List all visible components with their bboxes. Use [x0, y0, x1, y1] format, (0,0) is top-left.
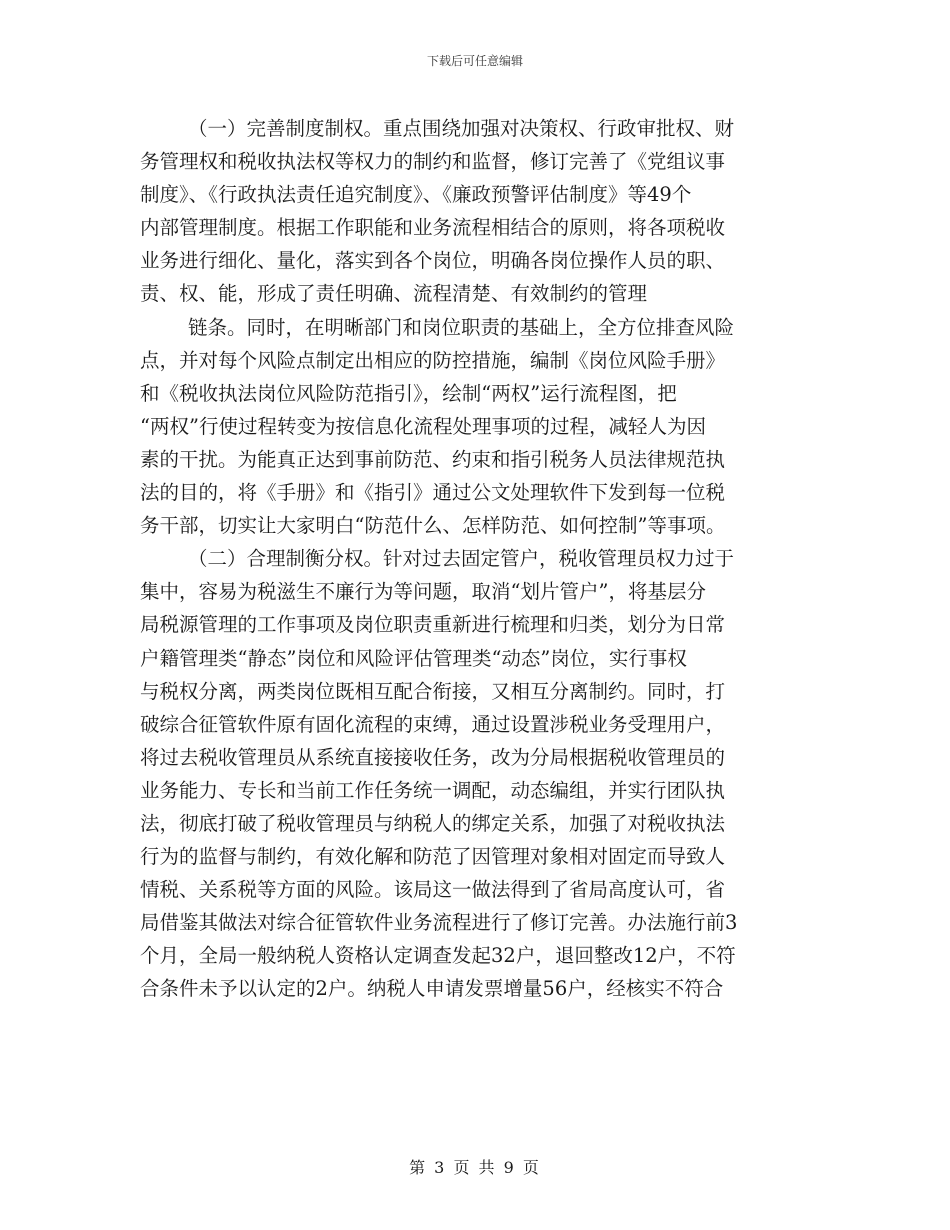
- text-line: “两权”行使过程转变为按信息化流程处理事项的过程，减轻人为因: [140, 414, 706, 438]
- text-line: 点，并对每个风险点制定出相应的防控措施，编制《岗位风险手册》: [140, 348, 726, 372]
- text-line: 集中，容易为税滋生不廉行为等问题，取消“划片管户”，将基层分: [140, 580, 706, 604]
- text-line: 将过去税收管理员从系统直接接收任务，改为分局根据税收管理员的: [140, 745, 726, 769]
- text-line: 务管理权和税收执法权等权力的制约和监督，修订完善了《党组议事: [140, 150, 726, 174]
- text-line: 内部管理制度。根据工作职能和业务流程相结合的原则，将各项税收: [140, 216, 726, 240]
- text-line: 情税、关系税等方面的风险。该局这一做法得到了省局高度认可，省: [140, 878, 726, 902]
- text-line: 行为的监督与制约，有效化解和防范了因管理对象相对固定而导致人: [140, 845, 726, 869]
- text-line: 局税源管理的工作事项及岗位职责重新进行梳理和归类，划分为日常: [140, 613, 726, 637]
- text-line: 局借鉴其做法对综合征管软件业务流程进行了修订完善。办法施行前3: [140, 911, 738, 935]
- text-line: 个月，全局一般纳税人资格认定调查发起32户，退回整改12户，不符: [140, 944, 736, 968]
- text-line: 业务能力、专长和当前工作任务统一调配，动态编组，并实行团队执: [140, 778, 726, 802]
- page-number: 第 3 页 共 9 页: [409, 1158, 541, 1177]
- text-line: 链条。同时，在明晰部门和岗位职责的基础上，全方位排查风险: [188, 315, 735, 339]
- text-line: 法的目的，将《手册》和《指引》通过公文处理软件下发到每一位税: [140, 481, 726, 505]
- text-line: 破综合征管软件原有固化流程的束缚，通过设置涉税业务受理用户，: [140, 712, 726, 736]
- document-body: [140, 112, 810, 1006]
- text-line: 素的干扰。为能真正达到事前防范、约束和指引税务人员法律规范执: [140, 447, 726, 471]
- text-line: 业务进行细化、量化，落实到各个岗位，明确各岗位操作人员的职、: [140, 249, 726, 273]
- text-line: （一）完善制度制权。重点围绕加强对决策权、行政审批权、财: [188, 117, 735, 140]
- text-line: 法，彻底打破了税收管理员与纳税人的绑定关系，加强了对税收执法: [140, 811, 726, 835]
- text-line: 务干部，切实让大家明白“防范什么、怎样防范、如何控制”等事项。: [140, 514, 726, 538]
- text-line: （二）合理制衡分权。针对过去固定管户，税收管理员权力过于: [188, 547, 735, 571]
- text-line: 制度》、《行政执法责任追究制度》、《廉政预警评估制度》等49个: [140, 183, 692, 207]
- text-line: 户籍管理类“静态”岗位和风险评估管理类“动态”岗位，实行事权: [140, 646, 687, 670]
- page-header: 下载后可任意编辑: [426, 54, 523, 68]
- text-line: 合条件未予以认定的2户。纳税人申请发票增量56户，经核实不符合: [140, 977, 724, 1001]
- text-line: 责、权、能，形成了责任明确、流程清楚、有效制约的管理: [140, 282, 648, 306]
- text-line: 与税权分离，两类岗位既相互配合衔接，又相互分离制约。同时，打: [140, 679, 726, 703]
- text-line: 和《税收执法岗位风险防范指引》，绘制“两权”运行流程图，把: [140, 381, 677, 405]
